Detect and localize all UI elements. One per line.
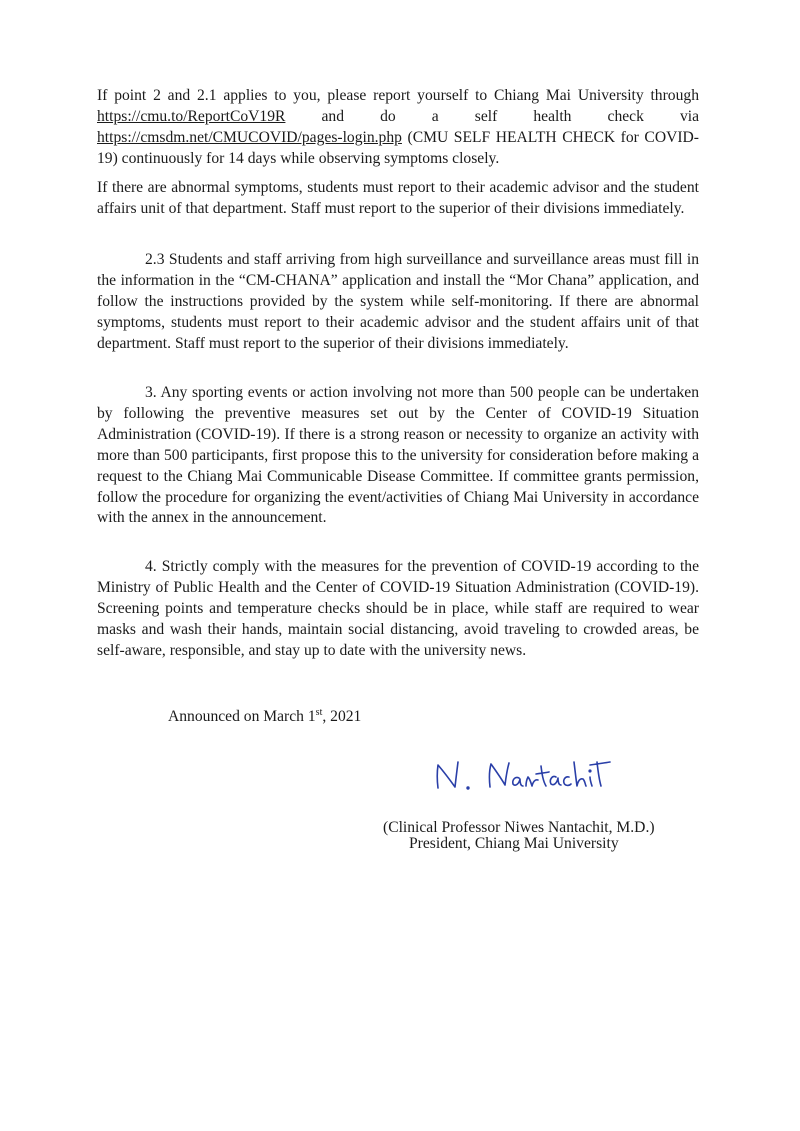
report-link[interactable]: https://cmu.to/ReportCoV19R [97,107,286,125]
signatory-name: (Clinical Professor Niwes Nantachit, M.D.) [383,819,655,836]
announcement-date-ordinal: st [315,706,323,718]
announcement-date-prefix: Announced on March 1 [168,708,316,725]
paragraph-self-report-text-2: and do a self health check via [285,107,699,125]
signature-strokes [437,762,610,789]
paragraph-abnormal-symptoms: If there are abnormal symptoms, students must report to their academic advisor and the student affairs unit of that department. Staff must report to the superior of their divisions immediately. [97,179,699,217]
self-health-check-link[interactable]: https://cmsdm.net/CMUCOVID/pages-login.php [97,128,402,146]
paragraph-4-prevention-measures: 4. Strictly comply with the measures for the prevention of COVID-19 according to the Ministry of Public Health and the Center of COVID-19 Situation Administration (COVID-19). Screening points and temperature checks should be in place, while staff are required to wear masks and wash their hands, maintain social distancing, avoid traveling to crowded areas, be self-aware, responsible, and stay up to date with the university news. [97,558,699,659]
announcement-date [168,707,361,728]
paragraph-self-report [97,86,699,170]
announcement-date-year: , 2021 [322,708,362,725]
paragraph-3-sporting-events: 3. Any sporting events or action involving not more than 500 people can be undertaken by following the preventive measures set out by the Center of COVID-19 Situation Administration (COVID-19). If there is a strong reason or necessity to organize an activity with more than 500 participants, first propose this to the university for consideration before making a request to the Chiang Mai Communicable Disease Committee. If committee grants permission, follow the procedure for organizing the event/activities of Chiang Mai University in accordance with the annex in the announcement. [97,384,699,527]
handwritten-signature [430,752,620,802]
paragraph-self-report-text-1: If point 2 and 2.1 applies to you, please report yourself to Chiang Mai University through [97,87,699,104]
paragraph-self-report-text-3: (CMU SELF HEALTH CHECK for COVID-19) continuously for 14 days while observing symptoms closely. [97,128,699,167]
paragraph-2-3-surveillance: 2.3 Students and staff arriving from high surveillance and surveillance areas must fill in the information in the “CM-CHANA” application and install the “Mor Chana” application, and follow the instructions provided by the system while self-monitoring. If there are abnormal symptoms, students must report to their academic advisor and the student affairs unit of that department. Staff must report to the superior of their divisions immediately. [97,251,699,352]
signatory-title: President, Chiang Mai University [409,835,619,852]
